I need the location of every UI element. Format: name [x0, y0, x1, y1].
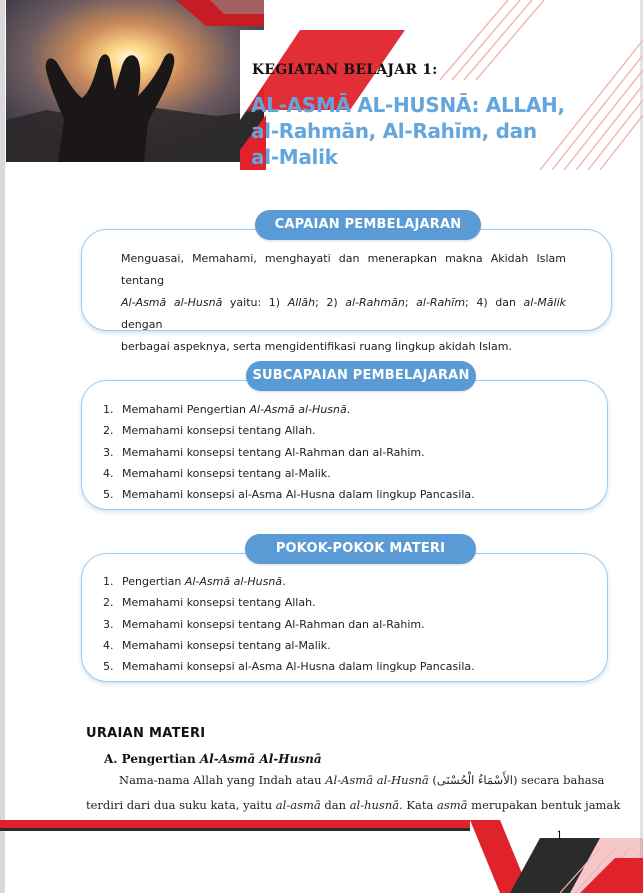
list-item: 4. Memahami konsepsi tentang al-Malik. — [103, 466, 331, 480]
capaian-line-2: Al-Asmā al-Husnā yaitu: 1) Allāh; 2) al-Rahmān; al-Rahīm; 4) dan al-Mālik dengan — [121, 296, 567, 331]
praying-hands-photo — [6, 0, 264, 162]
list-item: 2. Memahami konsepsi tentang Allah. — [103, 424, 316, 438]
list-item: 3. Memahami konsepsi tentang Al-Rahman dan al-Rahim. — [103, 445, 425, 459]
title-line-1: AL-ASMĀ AL-HUSNĀ: ALLAH, — [251, 93, 565, 117]
subcapaian-list — [103, 399, 475, 505]
list-item: 2. Memahami konsepsi tentang Allah. — [103, 596, 316, 610]
list-item: 1. Memahami Pengertian Al-Asmā al-Husnā. — [103, 403, 351, 416]
title-line-2: al-Rahmān, Al-Rahīm, dan — [251, 119, 537, 143]
section-a-heading: A. Pengertian Al-Asmā Al-Husnā — [104, 752, 322, 766]
pokok-heading: POKOK-POKOK MATERI — [245, 534, 476, 564]
list-item: 3. Memahami konsepsi tentang Al-Rahman dan al-Rahim. — [103, 617, 425, 631]
pokok-list — [103, 571, 475, 677]
capaian-line-3: berbagai aspeknya, serta mengidentifikasi ruang lingkup akidah Islam. — [121, 340, 512, 353]
list-item: 5. Memahami konsepsi al-Asma Al-Husna dalam lingkup Pancasila. — [103, 488, 475, 502]
body-paragraph-line-1: Nama-nama Allah yang Indah atau Al-Asmā al-Husnā (الأَسْمَاءُ الْحُسْنَى) secara bahasa — [119, 773, 605, 787]
page-number: 1 — [556, 829, 563, 842]
page-edge-left — [0, 0, 5, 893]
list-item: 1. Pengertian Al-Asmā al-Husnā. — [103, 575, 286, 588]
list-item: 5. Memahami konsepsi al-Asma Al-Husna dalam lingkup Pancasila. — [103, 660, 475, 674]
title-line-3: al-Malik — [251, 145, 338, 169]
subcapaian-heading: SUBCAPAIAN PEMBELAJARAN — [246, 361, 476, 391]
body-paragraph-line-2: terdiri dari dua suku kata, yaitu al-asmā dan al-husnā. Kata asmā merupakan bentuk jamak — [86, 798, 621, 812]
activity-label: KEGIATAN BELAJAR 1: — [252, 62, 438, 78]
capaian-heading: CAPAIAN PEMBELAJARAN — [255, 210, 481, 240]
capaian-line-1: Menguasai, Memahami, menghayati dan menerapkan makna Akidah Islam tentang — [121, 252, 566, 287]
capaian-text — [121, 248, 566, 358]
list-item: 4. Memahami konsepsi tentang al-Malik. — [103, 638, 331, 652]
page-title — [251, 92, 591, 170]
footer-decoration — [0, 818, 643, 893]
uraian-heading: URAIAN MATERI — [86, 726, 206, 741]
